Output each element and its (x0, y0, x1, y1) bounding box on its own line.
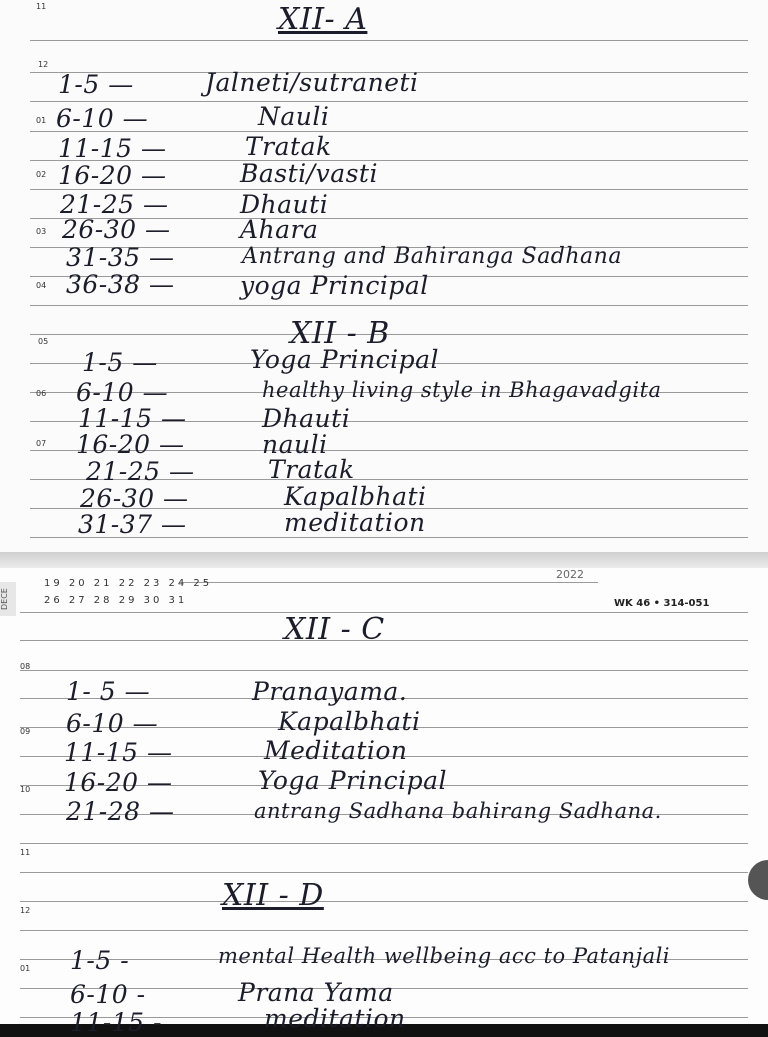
ruled-line (20, 872, 748, 873)
year-label: 2022 (556, 568, 584, 581)
calendar-row: 19 20 21 22 23 24 25 (44, 578, 213, 589)
row-range: 11-15 — (78, 404, 187, 433)
margin-number: 01 (36, 116, 47, 125)
section-heading-d: XII - D (222, 878, 324, 913)
margin-number: 02 (36, 170, 47, 179)
row-range: 26-30 — (80, 484, 189, 513)
row-topic: Dhauti (262, 404, 351, 433)
row-topic: Ahara (240, 215, 319, 244)
margin-number: 09 (20, 727, 31, 736)
row-topic: nauli (262, 430, 328, 459)
ruled-line (30, 40, 748, 41)
ruled-line (30, 101, 748, 102)
row-range: 1- 5 — (66, 677, 151, 706)
margin-number: 12 (20, 906, 31, 915)
calendar-row: 26 27 28 29 30 31 (44, 595, 188, 606)
row-topic: meditation (264, 1004, 406, 1033)
row-range: 26-30 — (62, 215, 171, 244)
row-range: 31-37 — (78, 510, 187, 539)
row-range: 1-5 — (58, 70, 134, 99)
section-heading-a: XII- A (278, 2, 368, 37)
row-topic: Yoga Principal (258, 766, 448, 795)
row-range: 6-10 - (70, 980, 146, 1009)
row-range: 6-10 — (76, 378, 169, 407)
row-range: 11-15 — (58, 134, 167, 163)
row-range: 31-35 — (66, 243, 175, 272)
row-topic: Dhauti (240, 190, 329, 219)
row-topic: mental Health wellbeing acc to Patanjali (218, 944, 671, 968)
row-range: 11-15 — (64, 738, 173, 767)
row-range: 21-28 — (66, 797, 175, 826)
row-range: 21-25 — (60, 190, 169, 219)
row-topic: Nauli (258, 102, 330, 131)
row-topic: Basti/vasti (240, 159, 378, 188)
section-heading-c: XII - C (284, 612, 385, 647)
row-range: 1-5 - (70, 946, 130, 975)
ruled-line (20, 901, 748, 902)
week-label: WK 46 • 314-051 (614, 598, 710, 609)
row-topic: Kapalbhati (278, 707, 421, 736)
margin-number: 05 (38, 337, 49, 346)
margin-number: 11 (36, 2, 47, 11)
row-range: 16-20 — (58, 161, 167, 190)
row-topic: Pranayama. (252, 677, 408, 706)
row-topic: Antrang and Bahiranga Sadhana (242, 244, 622, 269)
row-topic: Jalneti/sutraneti (205, 68, 419, 97)
section-heading-b: XII - B (290, 316, 390, 351)
row-topic: Kapalbhati (284, 482, 427, 511)
margin-number: 11 (20, 848, 31, 857)
margin-number: 04 (36, 281, 47, 290)
month-tab: DECE (0, 582, 16, 616)
margin-number: 08 (20, 662, 31, 671)
row-topic: Yoga Principal (250, 345, 440, 374)
row-range: 21-25 — (86, 457, 195, 486)
margin-number: 01 (20, 964, 31, 973)
row-topic: yoga Principal (240, 271, 429, 300)
ruled-line (20, 670, 748, 671)
row-topic: healthy living style in Bhagavadgita (262, 378, 662, 402)
ruled-line (180, 582, 598, 583)
row-topic: meditation (284, 508, 426, 537)
row-range: 36-38 — (66, 270, 175, 299)
row-topic: Meditation (264, 736, 408, 765)
margin-number: 12 (38, 60, 49, 69)
ruled-line (30, 305, 748, 306)
row-topic: Tratak (268, 455, 355, 484)
margin-number: 03 (36, 227, 47, 236)
row-range: 6-10 — (56, 104, 149, 133)
row-range: 6-10 — (66, 709, 159, 738)
row-topic: Tratak (245, 132, 332, 161)
row-topic: antrang Sadhana bahirang Sadhana. (254, 799, 662, 823)
margin-number: 07 (36, 439, 47, 448)
row-range: 11-15 - (70, 1008, 162, 1037)
row-topic: Prana Yama (238, 978, 394, 1007)
margin-number: 10 (20, 785, 31, 794)
row-range: 16-20 — (64, 768, 173, 797)
margin-number: 06 (36, 389, 47, 398)
row-range: 1-5 — (82, 348, 158, 377)
ruled-line (20, 843, 748, 844)
ruled-line (20, 930, 748, 931)
row-range: 16-20 — (76, 430, 185, 459)
